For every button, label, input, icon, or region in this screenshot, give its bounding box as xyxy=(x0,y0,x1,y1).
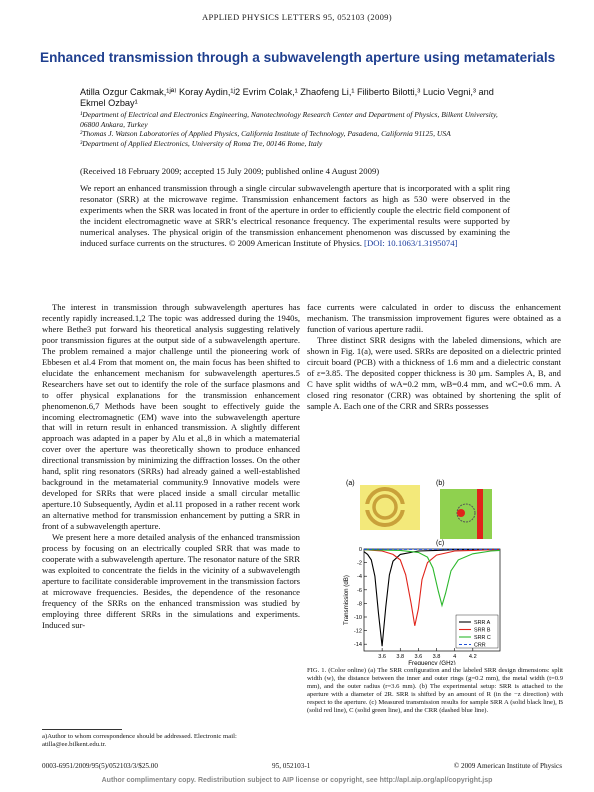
legend-label: SRR A xyxy=(474,620,491,626)
abstract xyxy=(80,183,510,249)
figure-1 xyxy=(340,475,510,665)
x-axis-label: Frequency (GHz) xyxy=(408,660,456,665)
y-tick-label: -12 xyxy=(353,628,362,635)
footer-copyright: © 2009 American Institute of Physics xyxy=(453,762,562,770)
figure-svg xyxy=(340,475,510,665)
legend-label: CRR xyxy=(474,642,486,649)
redistribution-notice[interactable]: Author complimentary copy. Redistribution subject to AIP license or copyright, see http://apl.aip.org/apl/copyright.jsp xyxy=(101,777,493,784)
x-tick-label: 3.6 xyxy=(414,654,423,660)
x-tick-label: 4 xyxy=(453,654,457,660)
doi-link[interactable]: [DOI: 10.1063/1.3195074] xyxy=(364,237,458,248)
y-tick-label: -6 xyxy=(357,587,362,594)
paragraph: We present here a more detailed analysis of the enhanced transmission process by focusing on an electrically coupled SRR that was made to cooperate with a subwavelength aperture. The resonator nature of the SRR was exploited to concentrate the fields in the vicinity of a subwavelength aperture to facilitate considerable improvement in the transmission factors at microwave frequencies. Besides, the dependence of the resonance frequency of the SRRs on the enhanced transmission was studied by employing three different SRRs in the simulations and experiments. Induced sur- xyxy=(42,532,300,630)
y-tick-label: -2 xyxy=(357,560,362,567)
paragraph: Three distinct SRR designs with the labeled dimensions, which are shown in Fig. 1(a), were used. SRRs are deposited on a dielectric printed circuit board (PCB) with a thickness of 1.6 mm and a dielectric constant of ε=3.85. The deposited copper thickness is 30 μm. Samples A, B, and C have split widths of wA=0.2 mm, wB=0.4 mm, and wC=0.6 mm. A closed ring resonator (CRR) was obtained by shortening the split of sample A. Each one of the CRR and SRRs possesses xyxy=(307,334,561,411)
transmission-plot xyxy=(343,547,500,665)
y-tick-label: 0 xyxy=(358,547,362,553)
paragraph: face currents were calculated in order to discuss the enhancement mechanism. The transmission improvement figures were obtained as a function of various aperture radii. xyxy=(307,302,561,334)
split-gap xyxy=(400,504,406,510)
right-column xyxy=(307,302,561,412)
plate-edge xyxy=(477,489,483,539)
y-tick-label: -14 xyxy=(353,642,362,649)
abstract-text: We report an enhanced transmission through a single circular subwavelength aperture that is incorporated with a split ring resonator (SRR) at the microwave regime. Transmission enhancement factors as high as 530 were observed in the experiments when the SRR was located in front of the aperture in order to efficiently couple the electric field component of the incident electromagnetic wave at SRR’s electrical resonance frequency. The experimental results were supported by numerical analyses. The physical origin of the transmission enhancement phenomenon was discussed by examining the induced surface currents on the structures. © 2009 American Institute of Physics. xyxy=(80,183,510,248)
affiliation-2: ²Thomas J. Watson Laboratories of Applied Physics, California Institute of Technology, Pasadena, California 91125, USA xyxy=(80,129,451,139)
x-tick-label: 3.8 xyxy=(396,654,405,660)
footnote: a)Author to whom correspondence should be addressed. Electronic mail: atilla@ee.bilkent.edu.tr. xyxy=(42,733,237,749)
y-tick-label: -4 xyxy=(357,574,362,581)
y-axis-label: Transmission (dB) xyxy=(343,575,350,625)
left-column xyxy=(42,302,300,631)
affiliation-1: ¹Department of Electrical and Electronics Engineering, Nanotechnology Research Center and Department of Physics, Bilkent University, 06800 Ankara, Turkey xyxy=(80,110,498,129)
footnote-divider xyxy=(42,729,122,730)
metal-plate xyxy=(440,489,492,539)
x-tick-label: 4.2 xyxy=(468,654,477,660)
legend-label: SRR B xyxy=(474,627,491,634)
affiliations xyxy=(80,110,500,148)
paragraph: The interest in transmission through subwavelength apertures has recently rapidly increased.1,2 The topic was addressed during the 1940s, where Bethe3 put forward his theoretical analysis suggesting relatively poor transmission figures at the output side of a subwavelength aperture. The problem remained a major challenge until the pioneering work of Ebbesen et al.4 From that moment on, the main focus has been shifted to elucidate the enhancement mechanism for subwavelength apertures.5 Researchers have set out to identify the role of the surface plasmons and to offer physical explanations for the transmission enhancement phenomenon.6,7 Methods have been sought to effectively guide the incoming electromagnetic (EM) wave into the subwavelength aperture that will in return result in enhanced transmission. A slightly different approach was adapted in a paper by Alu et al.,8 in which a matematerial cover over the aperture was theoretically shown to produce enhanced directional transmission by minimizing the diffraction losses. On the other hand, split ring resonators (SRRs) had already gained a well-established background in the metamaterial community.9 Innovative models were developed for SRRs that were placed inside a small circular metallic aperture.10 Subsequently, Aydin et al.11 proposed in a rather recent work an alternative method for transmission enhancement by putting a SRR in front of a subwavelength aperture. xyxy=(42,302,300,532)
footer-issn: 0003-6951/2009/95(5)/052103/3/$25.00 xyxy=(42,762,158,770)
y-tick-label: -8 xyxy=(357,601,362,608)
legend-label: SRR C xyxy=(474,635,491,641)
affiliation-3: ³Department of Applied Electronics, University of Roma Tre, 00146 Rome, Italy xyxy=(80,138,323,148)
split-gap xyxy=(365,504,371,510)
journal-header: APPLIED PHYSICS LETTERS 95, 052103 (2009) xyxy=(202,12,392,22)
panel-label-a: (a) xyxy=(346,480,355,487)
author-list: Atilla Ozgur Cakmak,¹ʲª⁾ Koray Aydin,¹ʲ2 Evrim Colak,¹ Zhaofeng Li,¹ Filiberto Bilotti,³ Lucio Vegni,³ and Ekmel Ozbay¹ xyxy=(80,87,494,108)
srr-marker xyxy=(457,509,465,517)
received-dates: (Received 18 February 2009; accepted 15 July 2009; published online 4 August 2009) xyxy=(80,166,380,176)
x-tick-label: 3.8 xyxy=(432,654,441,660)
footer-page: 95, 052103-1 xyxy=(272,762,311,770)
y-tick-label: -10 xyxy=(353,615,362,621)
paper-title: Enhanced transmission through a subwavelength aperture using metamaterials xyxy=(40,50,556,65)
panel-label-b: (b) xyxy=(436,480,445,487)
panel-label-c: (c) xyxy=(436,540,445,547)
x-tick-label: 3.6 xyxy=(378,654,387,660)
figure-caption: FIG. 1. (Color online) (a) The SRR configuration and the labeled SRR design dimensions: split width (w), the distance between the inner and outer rings (g=0.2 mm), the metal width (t=0.9 mm), and the outer radius (r=3.6 mm). (b) The experimental setup: SRR is attached to the aperture with a diameter of 2R. SRR is shifted by an amount of R (in the −z direction) with respect to the aperture. (c) Measured transmission results for sample SRR A (solid black line), B (solid red line), C (solid green line), and the CRR (dashed blue line). xyxy=(307,667,563,715)
